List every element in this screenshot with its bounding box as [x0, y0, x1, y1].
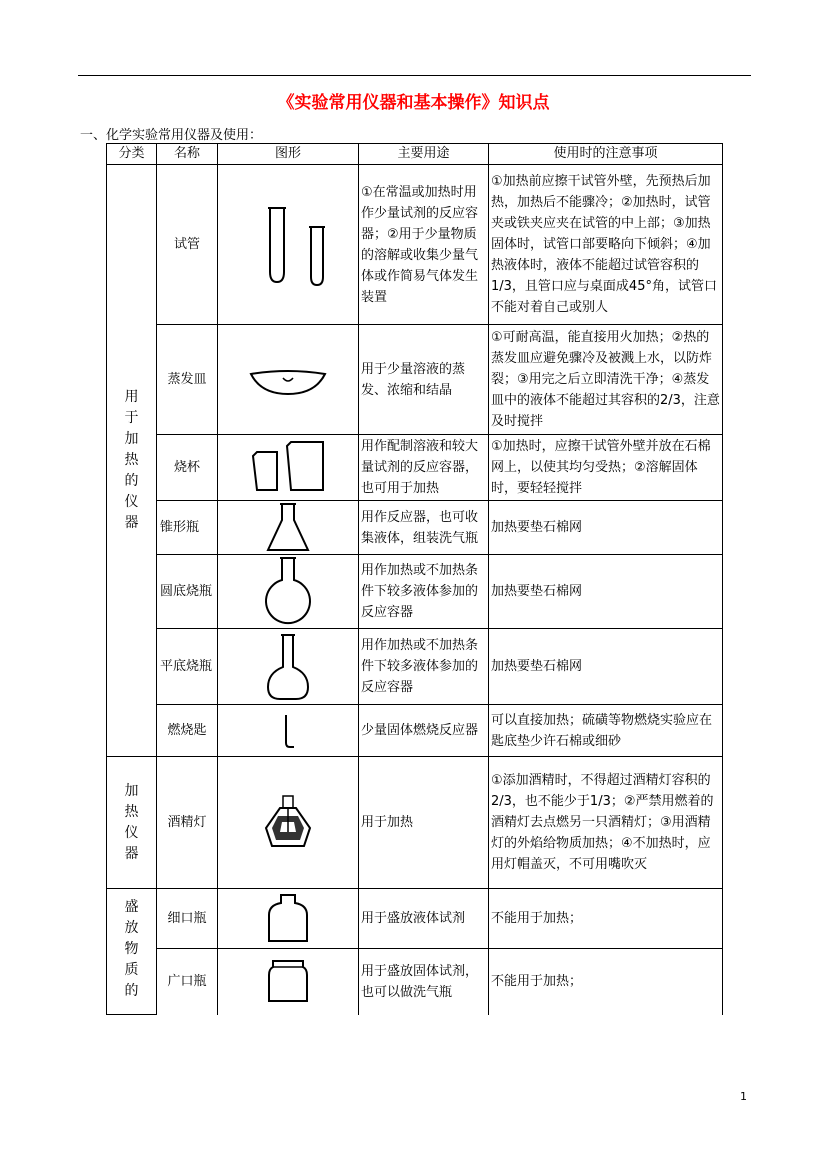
- instrument-notes: ①加热前应擦干试管外壁，先预热后加热，加热后不能骤冷；②加热时，试管夹或铁夹应夹在试管的中上部；③加热固体时，试管口部要略向下倾斜；④加热液体时，液体不能超过试管容积的1/3，且管口应与桌面成45°角，试管口不能对着自己或别人: [489, 165, 723, 325]
- instrument-notes: ①可耐高温，能直接用火加热；②热的蒸发皿应避免骤冷及被溅上水，以防炸裂；③用完之后立即清洗干净；④蒸发皿中的液体不能超过其容积的2/3，注意及时搅拌: [489, 325, 723, 435]
- instrument-use: 用作配制溶液和较大量试剂的反应容器，也可用于加热: [359, 435, 489, 501]
- instrument-name: 平底烧瓶: [157, 629, 218, 705]
- instrument-use: 用作反应器，也可收集液体，组装洗气瓶: [359, 501, 489, 555]
- instrument-use: 少量固体燃烧反应器: [359, 705, 489, 757]
- table-header-row: [107, 144, 723, 165]
- instrument-use: 用作加热或不加热条件下较多液体参加的反应容器: [359, 629, 489, 705]
- header-rule: [78, 75, 751, 76]
- combustion-spoon-icon: [218, 705, 359, 757]
- category-storage: 盛放物质的: [107, 889, 157, 1015]
- header-name: 名称: [157, 144, 218, 165]
- flat-bottom-flask-icon: [218, 629, 359, 705]
- table-row: [107, 501, 723, 555]
- evaporating-dish-icon: [218, 325, 359, 435]
- instrument-notes: ①添加酒精时，不得超过酒精灯容积的2/3，也不能少于1/3；②严禁用燃着的酒精灯去点燃另一只酒精灯；③用酒精灯的外焰给物质加热；④不加热时，应用灯帽盖灭，不可用嘴吹灭: [489, 757, 723, 889]
- table-row: [107, 889, 723, 949]
- test-tubes-icon: [218, 165, 359, 325]
- table-row: [107, 757, 723, 889]
- instrument-name: 烧杯: [157, 435, 218, 501]
- instrument-name: 燃烧匙: [157, 705, 218, 757]
- header-notes: 使用时的注意事项: [489, 144, 723, 165]
- instrument-use: 用于少量溶液的蒸发、浓缩和结晶: [359, 325, 489, 435]
- alcohol-lamp-icon: [218, 757, 359, 889]
- category-heating: 用于加热的仪器: [107, 165, 157, 757]
- instrument-table: [106, 143, 723, 1015]
- header-figure: 图形: [218, 144, 359, 165]
- table-row: [107, 705, 723, 757]
- header-use: 主要用途: [359, 144, 489, 165]
- instrument-name: 锥形瓶: [157, 501, 218, 555]
- instrument-name: 圆底烧瓶: [157, 555, 218, 629]
- instrument-use: 用于盛放液体试剂: [359, 889, 489, 949]
- page-number: 1: [740, 1090, 747, 1103]
- page-title: 《实验常用仪器和基本操作》知识点: [277, 93, 550, 113]
- wide-mouth-bottle-icon: [218, 949, 359, 1015]
- instrument-name: 试管: [157, 165, 218, 325]
- instrument-notes: 加热要垫石棉网: [489, 629, 723, 705]
- instrument-notes: ①加热时，应擦干试管外壁并放在石棉网上，以使其均匀受热；②溶解固体时，要轻轻搅拌: [489, 435, 723, 501]
- instrument-use: 用作加热或不加热条件下较多液体参加的反应容器: [359, 555, 489, 629]
- instrument-name: 蒸发皿: [157, 325, 218, 435]
- section-heading: 一、化学实验常用仪器及使用：: [80, 128, 263, 143]
- table-row: [107, 325, 723, 435]
- conical-flask-icon: [218, 501, 359, 555]
- instrument-notes: 加热要垫石棉网: [489, 555, 723, 629]
- instrument-use: 用于加热: [359, 757, 489, 889]
- instrument-notes: 加热要垫石棉网: [489, 501, 723, 555]
- table-row: [107, 555, 723, 629]
- table-row: [107, 165, 723, 325]
- table-row: [107, 629, 723, 705]
- instrument-notes: 不能用于加热；: [489, 889, 723, 949]
- narrow-mouth-bottle-icon: [218, 889, 359, 949]
- instrument-notes: 可以直接加热；硫磺等物燃烧实验应在匙底垫少许石棉或细砂: [489, 705, 723, 757]
- instrument-use: ①在常温或加热时用作少量试剂的反应容器；②用于少量物质的溶解或收集少量气体或作简易气体发生装置: [359, 165, 489, 325]
- instrument-name: 广口瓶: [157, 949, 218, 1015]
- header-category: 分类: [107, 144, 157, 165]
- table-row: [107, 435, 723, 501]
- category-heater: 加热仪器: [107, 757, 157, 889]
- round-bottom-flask-icon: [218, 555, 359, 629]
- instrument-use: 用于盛放固体试剂，也可以做洗气瓶: [359, 949, 489, 1015]
- instrument-notes: 不能用于加热；: [489, 949, 723, 1015]
- instrument-name: 酒精灯: [157, 757, 218, 889]
- instrument-name: 细口瓶: [157, 889, 218, 949]
- table-row: [107, 949, 723, 1015]
- beakers-icon: [218, 435, 359, 501]
